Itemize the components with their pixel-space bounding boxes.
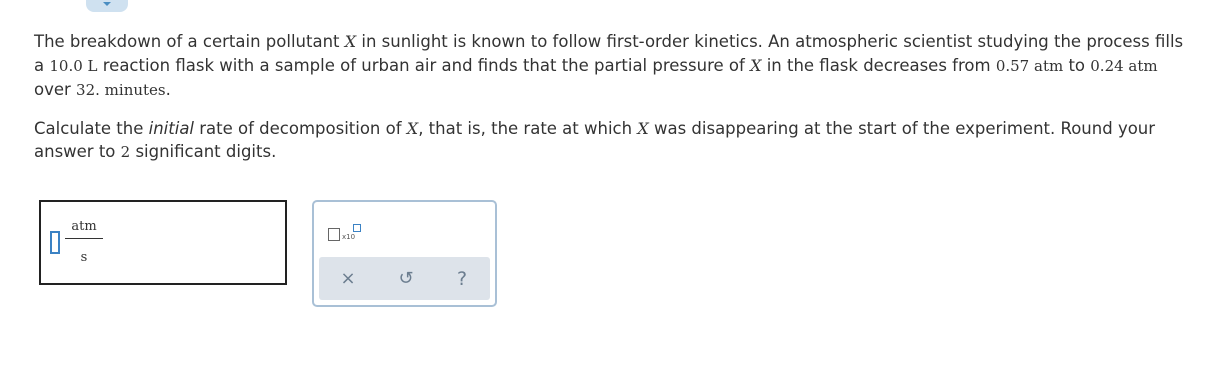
question-paragraph-1: The breakdown of a certain pollutant X in sunlight is known to follow first-order kinetics. An atmospheric scientist studying the process fills a 10.0 L reaction flask with a sample of urban air and finds that the partial pressure of X in the flask decreases from 0.57 atm to 0.24 atm over 32. minutes. [34, 32, 1184, 99]
x10-label: x10 [342, 233, 356, 241]
clear-button[interactable] [336, 267, 360, 291]
undo-icon: ↺ [398, 268, 414, 289]
undo-button[interactable] [394, 267, 418, 291]
collapse-tab[interactable] [86, 0, 128, 12]
unit-numerator: atm [71, 219, 97, 234]
question-paragraph-2: Calculate the initial rate of decomposition of X, that is, the rate at which X was disappearing at the start of the experiment. Round your answer to 2 significant digits. [34, 118, 1156, 161]
tool-strip [319, 257, 490, 300]
help-button[interactable] [450, 267, 474, 291]
answer-input-area[interactable] [39, 200, 287, 285]
answer-value-field[interactable] [50, 231, 60, 254]
fraction-bar [65, 238, 103, 239]
unit-fraction [65, 218, 103, 267]
question-text [34, 30, 1184, 165]
scientific-notation-button[interactable] [328, 224, 362, 242]
unit-denominator: s [80, 250, 88, 265]
exponent-box-icon [353, 224, 361, 232]
mantissa-box-icon [328, 228, 340, 241]
math-tools-panel [312, 200, 497, 307]
question-mark-icon: ? [456, 268, 468, 290]
close-icon: × [340, 268, 356, 289]
